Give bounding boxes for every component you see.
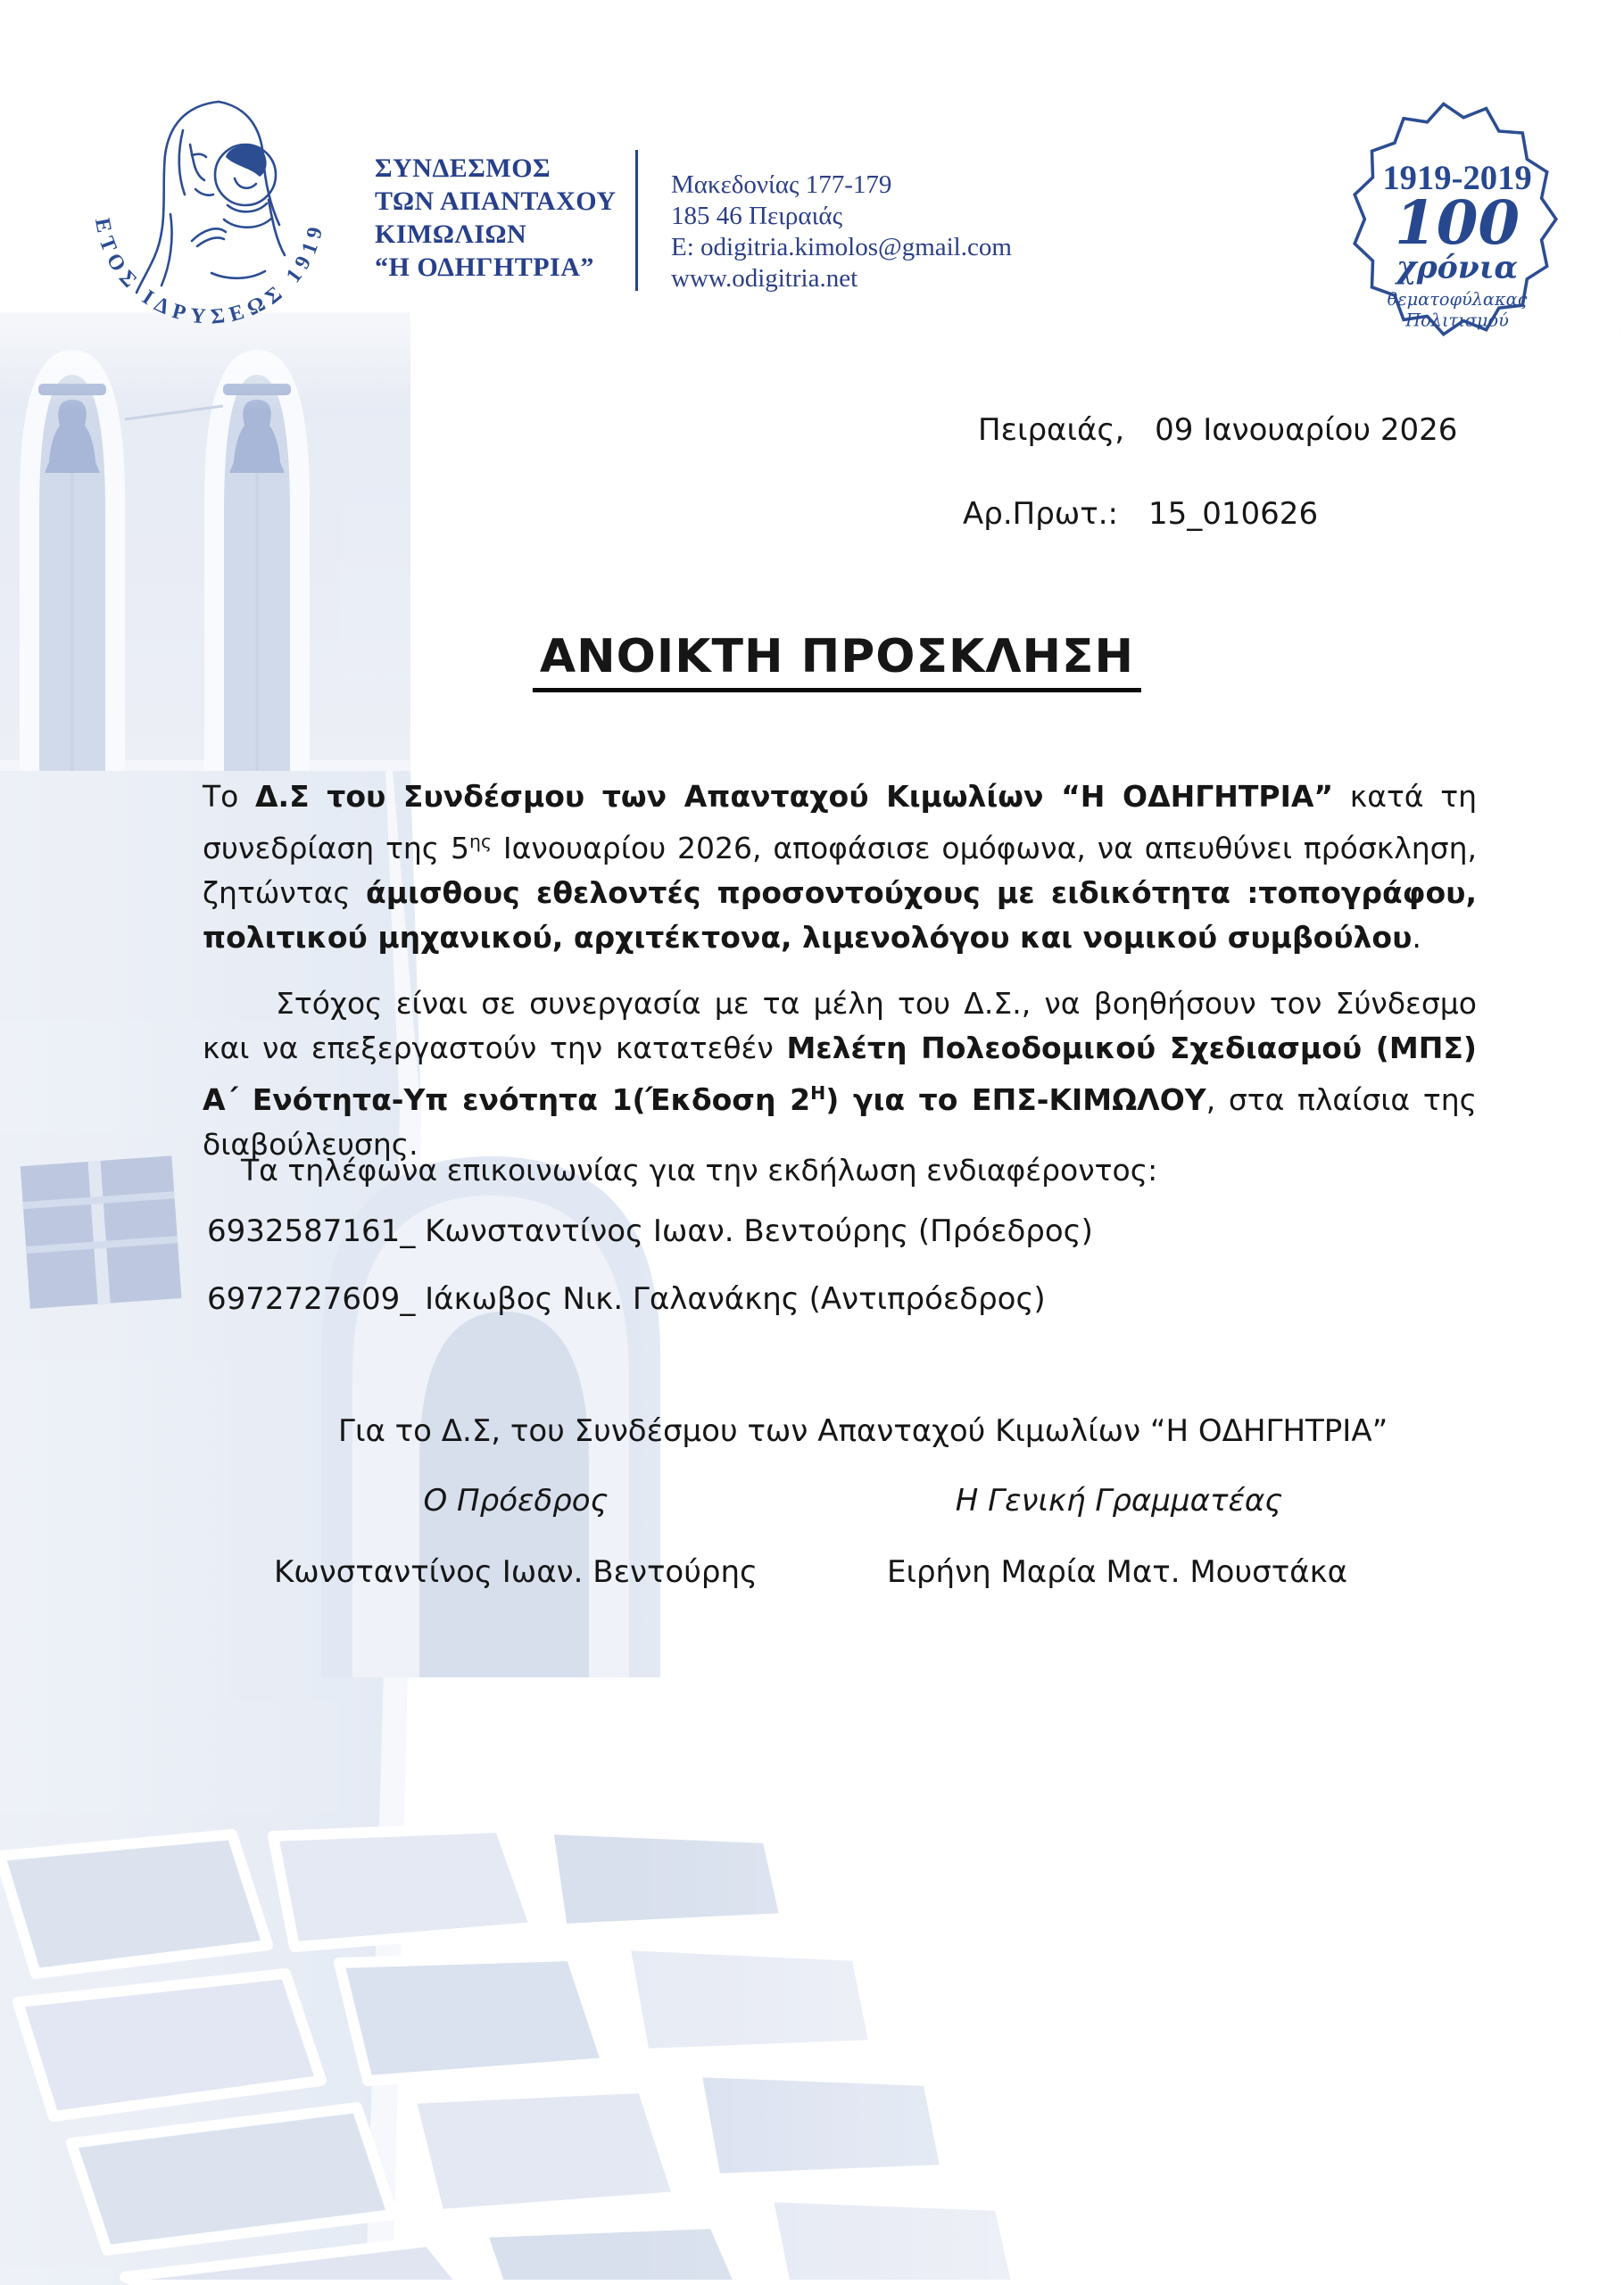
protocol-number: 15_010626 (1148, 496, 1319, 532)
document-title: ΑΝΟΙΚΤΗ ΠΡΟΣΚΛΗΣΗ (533, 630, 1141, 692)
signature-for-line: Για το Δ.Σ, του Συνδέσμου των Απανταχού Κιμωλίων “Η ΟΔΗΓΗΤΡΙΑ” (338, 1413, 1388, 1449)
centenary-100: 100 (1395, 187, 1520, 259)
place-date-line (978, 412, 1457, 448)
phones-intro: Τα τηλέφωνα επικοινωνίας για την εκδήλωση ενδιαφέροντος: (241, 1153, 1158, 1188)
founding-year-arc-text: ΕΤΟΣ ΙΔΡΥΣΕΩΣ 1919 (89, 216, 329, 329)
org-name-line: ΚΙΜΩΛΙΩΝ (375, 219, 527, 249)
address-line: 185 46 Πειραιάς (671, 202, 843, 230)
centenary-chronia: χρόνια (1396, 250, 1519, 286)
org-name-line: ΣΥΝΔΕΣΜΟΣ (375, 153, 551, 183)
protocol-label: Αρ.Πρωτ.: (963, 496, 1119, 532)
letterhead-divider (635, 150, 638, 291)
protocol-line (963, 496, 1318, 532)
secretary-role: Η Γενική Γραμματέας (955, 1483, 1283, 1519)
odigitria-emblem-logo (85, 89, 335, 339)
phone-president: 6932587161_ Κωνσταντίνος Ιωαν. Βεντούρης (Πρόεδρος) (207, 1213, 1093, 1249)
paragraph-decision: Το Δ.Σ του Συνδέσμου των Απανταχού Κιμωλίων “Η ΟΔΗΓΗΤΡΙΑ” κατά τη συνεδρίαση της $5^{\eta\varsigma}$ Ιανουαρίου 2026, αποφάσισε ομόφωνα, να απευθύνει πρόσκληση, ζητώντας άμισθους εθελοντές προσοντούχους με ειδικότητα :τοπογράφου, πολιτικού μηχανικού, αρχιτέκτονα, λιμενολόγου και νομικού συμβούλου. (203, 779, 1477, 955)
contact-block (671, 170, 1012, 294)
centenary-subtitle: Πολιτισμού (1405, 310, 1509, 331)
secretary-name: Ειρήνη Μαρία Ματ. Μουστάκα (886, 1554, 1348, 1590)
place-label: Πειραιάς, (978, 412, 1125, 448)
organization-name (375, 152, 616, 284)
phone-vicepresident: 6972727609_ Ιάκωβος Νικ. Γαλανάκης (Αντιπρόεδρος) (207, 1281, 1046, 1317)
president-name: Κωνσταντίνος Ιωαν. Βεντούρης (274, 1554, 758, 1590)
paragraph-goal: Στόχος είναι σε συνεργασία με τα μέλη του Δ.Σ., να βοηθήσουν τον Σύνδεσμο και να επεξεργαστούν την κατατεθέν Μελέτη Πολεοδομικού Σχεδιασμού (ΜΠΣ) Α΄ Ενότητα-Υπ ενότητα 1(Έκδοση $2^H$) για το ΕΠΣ-ΚΙΜΩΛΟΥ, στα πλαίσια της διαβούλευσης. (203, 986, 1478, 1162)
centenary-years: 1919-2019 (1382, 160, 1532, 198)
email-line: E: odigitria.kimolos@gmail.com (671, 233, 1012, 261)
org-name-line: “Η ΟΔΗΓΗΤΡΙΑ” (375, 253, 594, 282)
website-line: www.odigitria.net (671, 264, 858, 293)
org-name-line: ΤΩΝ ΑΠΑΝΤΑΧΟΥ (375, 186, 617, 216)
centenary-logo (1325, 79, 1584, 351)
centenary-subtitle: θεματοφύλακας (1387, 289, 1528, 310)
address-line: Μακεδονίας 177-179 (671, 170, 892, 199)
president-role: Ο Πρόεδρος (423, 1483, 609, 1519)
date-value: 09 Ιανουαρίου 2026 (1155, 412, 1458, 448)
